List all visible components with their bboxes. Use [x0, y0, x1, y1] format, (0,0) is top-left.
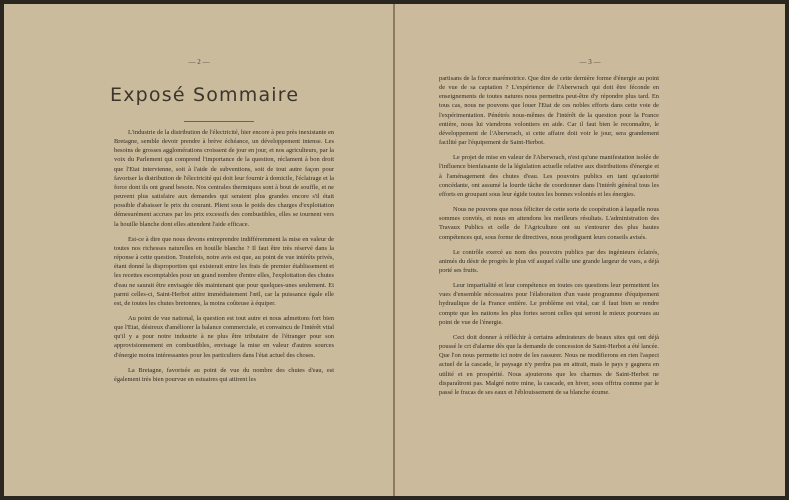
paragraph: Le contrôle exercé au nom des pouvoirs publics par des ingénieurs éclairés, animés du désir de progrès le plus vif auquel s'allie une grande largeur de vues, a déjà porté ses fruits.: [439, 248, 659, 274]
paragraph: La Bretagne, favorisée au point de vue du nombre des chutes d'eau, est également très bien pourvue en estuaires qui attirent les: [114, 366, 334, 383]
left-text-column: [114, 128, 334, 458]
right-page: [395, 4, 785, 496]
page-number-right: — 3 —: [579, 58, 601, 66]
paragraph: Au point de vue national, la question est tout autre et nous admettons fort bien que l'Etat, désireux d'améliorer la balance commerciale, et convaincu de l'intérêt vital qu'il y a pour notre industrie à ne plus être tributaire de l'étranger pour son approvisionnement en combustibles, envisage la mise en valeur d'autres sources d'énergie moins intéressantes pour les particuliers dans l'état actuel des choses.: [114, 314, 334, 359]
paragraph: Ceci doit donner à réfléchir à certains admirateurs de beaux sites qui ont déjà poussé le cri d'alarme dès que la demande de concession de Saint-Herbot a été lancée. Que l'on nous permette ici notre de les rassurer. Nous ne modifierons en rien l'aspect actuel de la cascade, le paysage n'y perdra pas en attrait, mais le pays y gagnera en utilité et en prospérité. Nous ajouterons que les charmes de Saint-Herbot ne disparaîtront pas. Malgré notre mine, la cascade, en hiver, sous offrira comme par le passé le fracas de ses eaux et l'éblouissement de sa blanche écume.: [439, 333, 659, 396]
document-spread: [4, 4, 785, 496]
paragraph: L'industrie de la distribution de l'électricité, hier encore à peu près inexistante en Bretagne, semble devoir prendre à brève échéance, un développement intense. Les besoins de grosses agglomérations croissent de jour en jour, et nos agriculteurs, par la voix du Parlement qui comprend l'importance de la question, réclament à bon droit que l'Etat intervienne, soit à l'aide de subventions, soit de tout autre façon pour favoriser la distribution de l'électricité qui doit leur fournir à domicile, l'éclairage et la force dont ils ont grand besoin. Nos centrales thermiques sont à bout de souffle, et ne peuvent plus satisfaire aux demandes qui seraient plus grandes encore s'il était possible d'abaisser le prix du courant. Plient sous le poids des charges d'exploitation démesurément accrues par les prix excessifs des combustibles, elles se tournent vers la houille blanche dont elles attendent l'aide efficace.: [114, 129, 334, 228]
paragraph: Leur impartialité et leur compétence en toutes ces questions leur permettent les vues d'ensemble nécessaires pour l'élaboration d'un vaste programme d'équipement hydraulique de la France entière. Le problème est vital, car il faut bien se rendre compte que les nations les plus fortes seront celles qui seront le mieux pourvues au point de vue de l'énergie.: [439, 282, 659, 326]
paragraph: partisans de la force marémotrice. Que dire de cette dernière forme d'énergie au point de vue de sa captation ? L'expérience de l'Aberwrach qui doit être féconde en enseignements de toutes natures nous permettra peut-être d'y répondre plus tard. En tous cas, nous ne pouvons que louer l'Etat de ces nobles efforts dans cette voie de l'expérimentation. Pénétrés nous-mêmes de l'intérêt de la question pour la France entière, nous lui viendrons volontiers en aide. Car il faut bien le reconnaître, le développement de l'Aberwrach, si cette affaire doit voir le jour, sera grandement facilité par l'équipement de Saint-Herbot.: [439, 75, 659, 147]
left-page: [4, 4, 394, 496]
right-text-column: [439, 74, 659, 414]
page-title: Exposé Sommaire: [110, 84, 300, 106]
page-number-left: — 2 —: [188, 58, 210, 66]
paragraph: Est-ce à dire que nous devons entreprendre indifféremment la mise en valeur de toutes nos richesses naturelles en houille blanche ? Il faut être très réservé dans la réponse à cette question. Toutefois, notre avis est que, au point de vue intérêts privés, étant donné la disproportion qui existerait entre les frais de premier établissement et les recettes escomptables pour un grand nombre d'entre elles, l'exploitation des chutes d'eau ne saurait être envisagée dès maintenant que pour quelques-unes seulement. Et parmi celles-ci, Saint-Herbot attire immédiatement l'œil, car la puissance égale elle est, de toutes les chutes bretonnes, la moins coûteuse à équiper.: [114, 235, 334, 307]
paragraph: Le projet de mise en valeur de l'Aberwrach, n'est qu'une manifestation isolée de l'influence bienfaisante de la législation actuelle relative aux distributions d'énergie et à l'aménagement des chutes d'eau. Les pouvoirs publics en tant qu'autorité concédante, ont assumé la lourde tâche de coordonner dans l'intérêt général tous les efforts en groupant sous leur égide toutes les bonnes volontés et les énergies.: [439, 154, 659, 198]
title-rule: [184, 121, 254, 122]
paragraph: Nous ne pouvons que nous féliciter de cette sorte de coopération à laquelle nous sommes conviés, et nous en attendons les meilleurs résultats. L'administration des Travaux Publics et celle de l'Agriculture ont su s'entourer des plus hautes compétences qui, sous forme de directives, nous prodiguent leurs conseils avisés.: [439, 206, 659, 241]
